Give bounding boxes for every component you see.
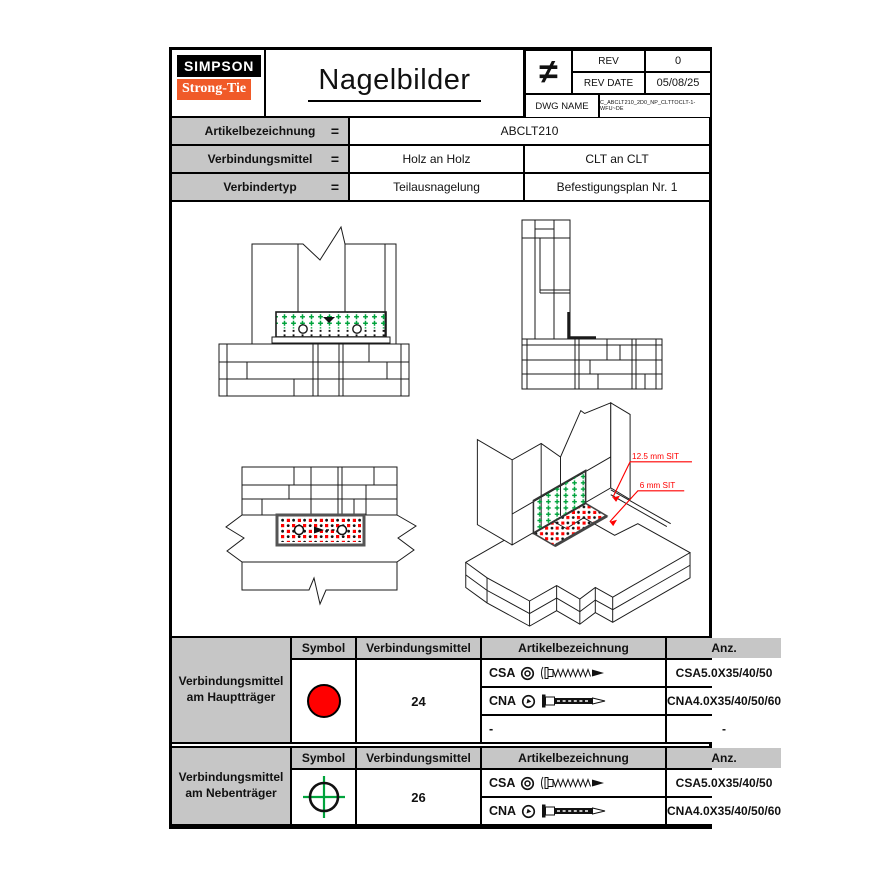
rev-label: REV bbox=[572, 50, 645, 72]
info-value-clt: CLT an CLT bbox=[525, 146, 709, 172]
fastener-table-nebentraeger bbox=[172, 746, 782, 826]
info-table bbox=[172, 118, 709, 202]
upper-slab-layers bbox=[242, 485, 397, 499]
bolt-hole bbox=[299, 325, 307, 333]
bolt-hole bbox=[353, 325, 361, 333]
column-header-symbol: Symbol bbox=[292, 638, 355, 658]
column-header-symbol: Symbol bbox=[292, 748, 355, 768]
front-view-drawing bbox=[199, 216, 429, 402]
wall-return-panel bbox=[477, 440, 512, 545]
floor-joints bbox=[227, 344, 401, 396]
info-label-verbindungsmittel bbox=[172, 146, 348, 172]
info-label-text: Artikelbezeichnung bbox=[204, 124, 316, 138]
dwg-name-label: DWG NAME bbox=[525, 94, 599, 118]
csa-target-icon bbox=[520, 776, 535, 791]
bracket-flange bbox=[272, 337, 390, 343]
bolt-hole bbox=[295, 526, 304, 535]
equals-sign: = bbox=[330, 151, 339, 167]
bolt-hole bbox=[338, 526, 347, 535]
equals-sign: = bbox=[330, 123, 339, 139]
info-label-text: Verbindungsmittel bbox=[207, 152, 313, 166]
info-value-befestigungsplan: Befestigungsplan Nr. 1 bbox=[525, 174, 709, 200]
logo-strongtie: Strong-Tie bbox=[177, 79, 251, 100]
article-csa: CSA5.0X35/40/50 bbox=[667, 770, 781, 796]
fastener-row-csa bbox=[482, 660, 665, 686]
plan-view-drawing bbox=[214, 457, 449, 629]
article-empty: - bbox=[667, 716, 781, 742]
fastener-row-csa bbox=[482, 770, 665, 796]
symbol-cell-nebentraeger bbox=[292, 770, 355, 824]
screw-icon bbox=[540, 666, 606, 680]
info-label-verbindertyp bbox=[172, 174, 348, 200]
fastener-row-cna bbox=[482, 688, 665, 714]
article-cna: CNA4.0X35/40/50/60 bbox=[667, 798, 781, 824]
qty-nebentraeger: 26 bbox=[357, 770, 480, 824]
fastener-code: - bbox=[489, 722, 494, 736]
screw-icon bbox=[540, 776, 606, 790]
qty-hauptraeger: 24 bbox=[357, 660, 480, 742]
fastener-code: CNA bbox=[489, 804, 517, 818]
column-header-fastener: Verbindungsmittel bbox=[357, 748, 480, 768]
article-csa: CSA5.0X35/40/50 bbox=[667, 660, 781, 686]
column-header-article: Artikelbezeichnung bbox=[482, 748, 665, 768]
rev-value: 0 bbox=[645, 50, 711, 72]
drawing-area bbox=[172, 202, 709, 636]
revision-block bbox=[523, 50, 709, 116]
fastener-code: CSA bbox=[489, 776, 516, 790]
csa-target-icon bbox=[520, 666, 535, 681]
page-title: Nagelbilder bbox=[308, 64, 480, 102]
article-cna: CNA4.0X35/40/50/60 bbox=[667, 688, 781, 714]
column-header-article: Artikelbezeichnung bbox=[482, 638, 665, 658]
cna-target-icon bbox=[521, 694, 536, 709]
symbol-cell-hauptraeger bbox=[292, 660, 355, 742]
title-cell bbox=[266, 50, 523, 116]
logo-simpson: SIMPSON bbox=[177, 55, 261, 77]
title-block bbox=[172, 50, 709, 118]
cna-target-icon bbox=[521, 804, 536, 819]
isometric-view-drawing bbox=[444, 398, 706, 630]
fastener-code: CSA bbox=[489, 666, 516, 680]
info-label-artikelbezeichnung bbox=[172, 118, 348, 144]
fastener-row-empty bbox=[482, 716, 665, 742]
drawing-sheet bbox=[169, 47, 782, 829]
info-value-nagelung: Teilausnagelung bbox=[350, 174, 523, 200]
break-line-left bbox=[226, 515, 244, 562]
upper-slab-joints bbox=[262, 467, 374, 515]
bracket-hole-zone bbox=[276, 329, 386, 338]
company-logo bbox=[172, 50, 266, 116]
group-label-nebentraeger: Verbindungsmittel am Nebenträger bbox=[172, 748, 290, 824]
fastener-code: CNA bbox=[489, 694, 517, 708]
callout-sill-label: 6 mm SIT bbox=[639, 480, 676, 490]
group-label-hauptraeger: Verbindungsmittel am Hauptträger bbox=[172, 638, 290, 742]
sill-plate-strip bbox=[611, 490, 671, 527]
floor-section-joints bbox=[527, 339, 656, 389]
column-header-qty: Anz. bbox=[667, 748, 781, 768]
info-value-article: ABCLT210 bbox=[350, 118, 709, 144]
fastener-row-cna bbox=[482, 798, 665, 824]
wall-section-lines bbox=[522, 220, 570, 339]
corner-section-drawing bbox=[512, 214, 707, 404]
rev-date-value: 05/08/25 bbox=[645, 72, 711, 94]
nail-icon bbox=[541, 694, 607, 708]
wall-end-face bbox=[611, 403, 630, 500]
floor-section bbox=[522, 339, 662, 389]
rev-date-label: REV DATE bbox=[572, 72, 645, 94]
info-value-holz: Holz an Holz bbox=[350, 146, 523, 172]
fastener-table-hauptraeger bbox=[172, 636, 782, 744]
green-crosshair-circle-icon bbox=[301, 774, 347, 820]
lower-slab bbox=[242, 562, 397, 604]
floor-section-layers bbox=[522, 345, 662, 374]
red-filled-circle-icon bbox=[307, 684, 341, 718]
dwg-name-value: C_ABCLT210_2D0_NP_CLTTOCLT-1-WFU~DE bbox=[599, 94, 711, 118]
info-label-text: Verbindertyp bbox=[223, 180, 297, 194]
projection-symbol-icon: ≠ bbox=[525, 50, 572, 94]
nail-icon bbox=[541, 804, 607, 818]
column-header-fastener: Verbindungsmittel bbox=[357, 638, 480, 658]
callout-plate-label: 12.5 mm SIT bbox=[632, 451, 679, 461]
break-line-right bbox=[397, 515, 416, 562]
column-header-qty: Anz. bbox=[667, 638, 781, 658]
equals-sign: = bbox=[330, 179, 339, 195]
